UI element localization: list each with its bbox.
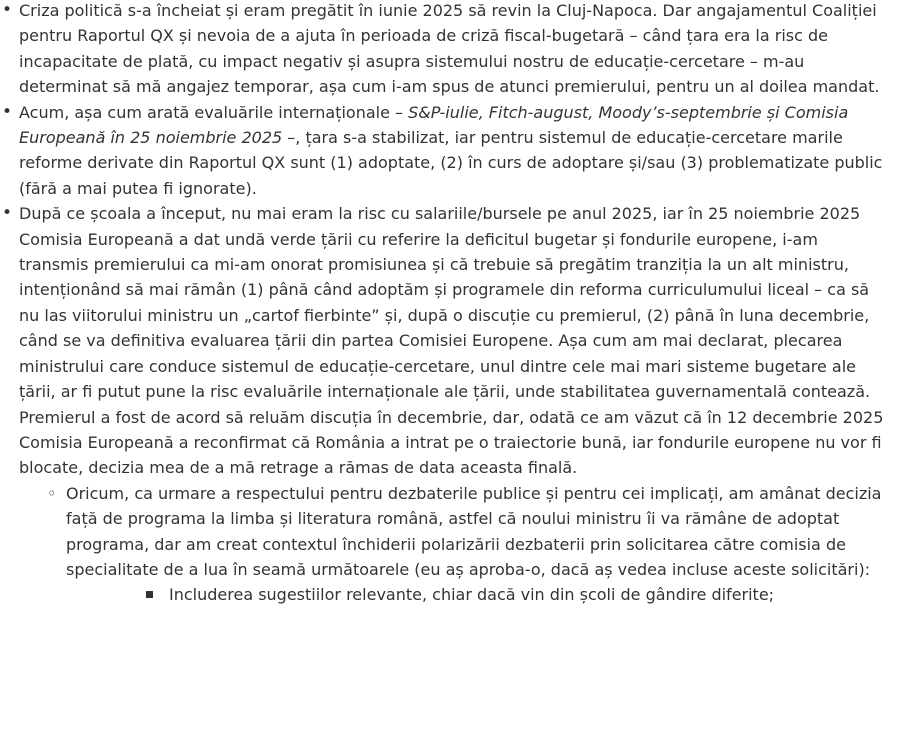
sub-sub-list-item: [66, 582, 882, 607]
sub-list-item-romanian-curriculum: [19, 481, 892, 608]
sub-list: [19, 481, 892, 608]
list-item-text-italic: S&P-iulie, Fitch-august, Moody’s-septembrie și Comisia Europeană în 25 noiembrie 2025: [19, 102, 849, 148]
list-item-text: Criza politică s-a încheiat și eram pregătit în iunie 2025 să revin la Cluj-Napoca. Dar angajamentul Coaliției pentru Raportul QX și nevoia de a ajuta în perioada de criză fiscal-bugetară – când țara era la risc de incapacitate de plată, cu impact negativ și asupra sistemului nostru de educație-cercetare – m-au determinat să mă angajez temporar, așa cum i-am spus de atunci premierului, pentru un al doilea mandat.: [19, 1, 880, 97]
list-item-text-start: Acum, așa cum arată evaluările internaționale –: [19, 102, 409, 122]
sub-list-item-text: Oricum, ca urmare a respectului pentru dezbaterile publice și pentru cei implicați, am amânat decizia față de programa la limba și literatura română, astfel că noului ministru îi va rămâne de adoptat programa, dar am creat contextul închiderii polarizării dezbaterii prin solicitarea către comisia de specialitate de a lua în seamă următoarele (eu aș aproba-o, dacă aș vedea incluse aceste solicitări):: [66, 483, 882, 579]
sub-sub-list: [66, 582, 882, 607]
list-item-text: După ce școala a început, nu mai eram la risc cu salariile/bursele pe anul 2025, iar în 25 noiembrie 2025 Comisia Europeană a dat undă verde țării cu referire la deficitul bugetar și fondurile europene, i-am transmis premierului ca mi-am onorat promisiunea și că trebuie să pregătim tranziția la un alt ministru, intenționând să mai rămân (1) până când adoptăm și programele din reforma curriculumului liceal – ca să nu las viitorului ministru un „cartof fierbinte” și, după o discuție cu premierul, (2) până în luna decembrie, când se va definitiva evaluarea țării din partea Comisiei Europene. Așa cum am mai declarat, plecarea ministrului care conduce sistemul de educație-cercetare, unul dintre cele mai mari sisteme bugetare ale țării, ar fi putut pune la risc evaluările internaționale ale țării, unde stabilitatea guvernamentală contează. Premierul a fost de acord să reluăm discuția în decembrie, dar, odată ce am văzut că în 12 decembrie 2025 Comisia Europeană a reconfirmat că România a intrat pe o traiectorie bună, iar fondurile europene nu vor fi blocate, decizia mea de a mă retrage a rămas de data aceasta finală.: [19, 204, 884, 478]
list-item-decision-to-retire: [0, 201, 902, 608]
list-item-text-end: –, țara s-a stabilizat, iar pentru sistemul de educație-cercetare marile reforme derivate din Raportul QX sunt (1) adoptate, (2) în curs de adoptare și/sau (3) problematizate public (fără a mai putea fi ignorate).: [19, 128, 883, 198]
sub-sub-list-item-text: Includerea sugestiilor relevante, chiar dacă vin din școli de gândire diferite;: [169, 585, 775, 605]
list-item-political-crisis: [0, 0, 902, 100]
list-item-international-evaluations: [0, 100, 902, 202]
